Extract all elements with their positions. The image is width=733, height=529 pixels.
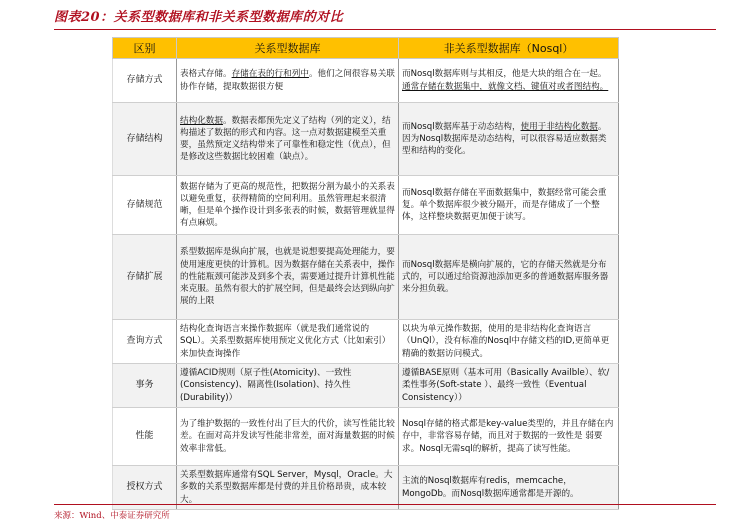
table-row-performance [113,408,619,466]
table-row-licensing [113,466,619,510]
underlined-text: 结构化数据 [180,115,223,126]
header-relational: 关系型数据库 [177,38,399,59]
row-category: 存储方式 [113,59,177,103]
underlined-text: 通常存储在数据集中，就像文档、键值对或者图结构。 [402,81,609,92]
figure-title: 图表20：关系型数据库和非关系型数据库的对比 [54,10,344,25]
title-divider [54,29,716,30]
nosql-cell: 而Nosql数据存储在平面数据集中，数据经常可能会重复。单个数据库很少被分隔开，而是存储成了一个整体，这样整块数据更加便于读写。 [399,176,619,235]
underlined-text: 存储在表的行和列中 [231,69,309,80]
text: 表格式存储。 [180,69,232,80]
nosql-cell: 以块为单元操作数据，使用的是非结构化查询语言（UnQl），没有标准的Nosql中存储文档的ID,更简单更精确的数据访问模式。 [399,320,619,364]
nosql-cell [399,103,619,176]
table-row-query-method [113,320,619,364]
text: 。数据表都预先定义了结构（列的定义），结构描述了数据的形式和内容。这一点对数据建模至关重要，虽然预定义结构带来了可靠性和稳定性（优点），但是修改这些数据比较困难（缺点）。 [180,115,391,163]
nosql-cell: 主流的Nosql数据库有redis，memcache，MongoDb。而Nosql数据库通常都是开源的。 [399,466,619,510]
relational-cell: 数据存储为了更高的规范性，把数据分割为最小的关系表以避免重复，获得精简的空间利用。虽然管理起来很清晰，但是单个操作设计到多张表的时候，数据管理就显得有点麻烦。 [177,176,399,235]
nosql-cell: 遵循BASE原则（基本可用（Basically Availble）、软/柔性事务(Soft-state ）、最终一致性（Eventual Consistency）） [399,364,619,408]
nosql-cell: Nosql存储的格式都是key-value类型的，并且存储在内存中，非常容易存储，而且对于数据的一致性是 弱要求。Nosql无需sql的解析，提高了读写性能。 [399,408,619,466]
row-category: 查询方式 [113,320,177,364]
table-row-storage-structure [113,103,619,176]
nosql-cell: 而Nosql数据库是横向扩展的，它的存储天然就是分布式的，可以通过给资源池添加更多的普通数据库服务器来分担负载。 [399,235,619,320]
source-note: 来源：Wind、中泰证券研究所 [54,511,170,521]
table-row-transactions [113,364,619,408]
nosql-cell [399,59,619,103]
relational-cell [177,59,399,103]
row-category: 事务 [113,364,177,408]
relational-cell: 系型数据库是纵向扩展，也就是说想要提高处理能力，要使用速度更快的计算机。因为数据存储在关系表中，操作的性能瓶颈可能涉及到多个表，需要通过提升计算机性能来克服。虽然有很大的扩展空间，但是最终会达到纵向扩展的上限 [177,235,399,320]
relational-cell: 遵循ACID规则（原子性(Atomicity)、一致性(Consistency)、隔离性(Isolation)、持久性(Durability)） [177,364,399,408]
row-category: 授权方式 [113,466,177,510]
table-row-storage-method [113,59,619,103]
table-row-storage-scaling [113,235,619,320]
relational-cell: 结构化查询语言来操作数据库（就是我们通常说的SQL）。关系型数据库使用预定义优化方式（比如索引）来加快查询操作 [177,320,399,364]
comparison-table [112,37,619,510]
relational-cell: 为了维护数据的一致性付出了巨大的代价，读写性能比较差。在面对高并发读写性能非常差，面对海量数据的时候效率非常低。 [177,408,399,466]
table-row-storage-norm [113,176,619,235]
relational-cell [177,103,399,176]
table-header-row [113,38,619,59]
header-nosql: 非关系型数据库（Nosql） [399,38,619,59]
text: 。因为Nosql数据库是动态结构，可以很容易适应数据类型和结构的变化。 [402,121,607,157]
text: 。他们之间很容易关联协作存储，提取数据很方便 [180,69,395,92]
source-divider [54,504,716,505]
underlined-text: 使用于非结构化数据 [520,121,598,132]
row-category: 存储扩展 [113,235,177,320]
row-category: 存储结构 [113,103,177,176]
relational-cell: 关系型数据库通常有SQL Server，Mysql，Oracle。大多数的关系型数据库都是付费的并且价格昂贵，成本较大。 [177,466,399,510]
row-category: 性能 [113,408,177,466]
text: 而Nosql数据库则与其相反，他是大块的组合在一起。 [402,69,607,80]
row-category: 存储规范 [113,176,177,235]
text: 而Nosql数据库基于动态结构， [402,121,521,132]
header-category: 区别 [113,38,177,59]
